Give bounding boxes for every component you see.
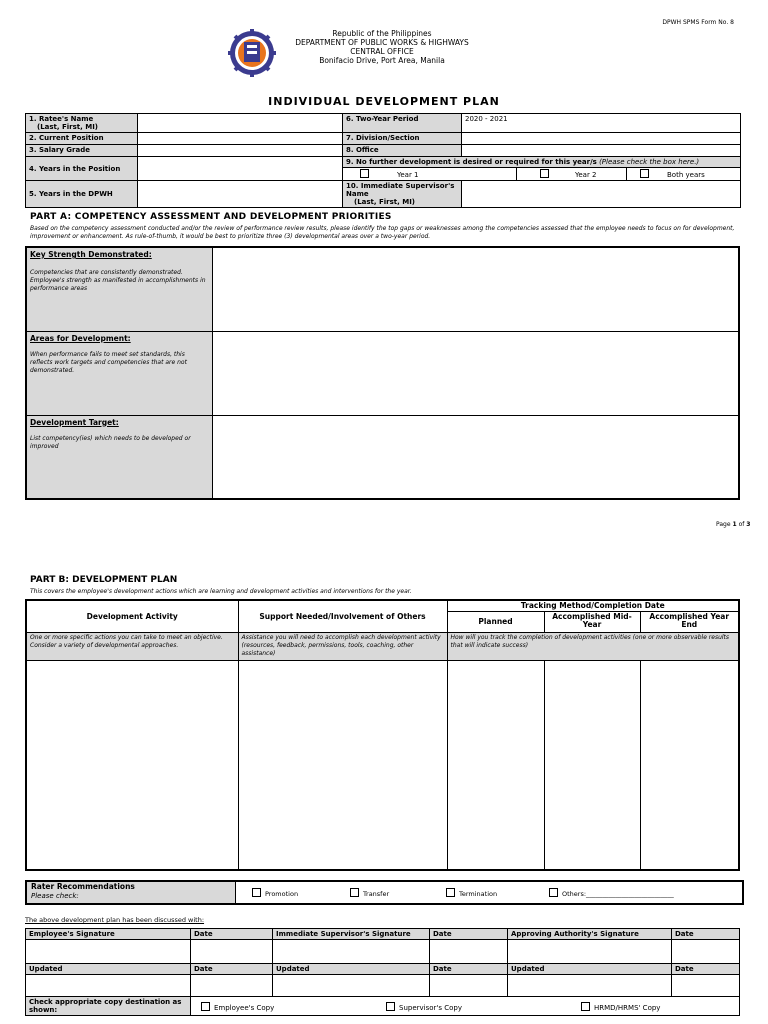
approving-updated-label: Updated	[508, 964, 672, 975]
years-position-field[interactable]	[138, 157, 343, 181]
years-dpwh-field[interactable]	[138, 181, 343, 208]
part-b-title: PART B: DEVELOPMENT PLAN	[30, 575, 178, 585]
activity-field[interactable]	[26, 661, 238, 870]
header-office: CENTRAL OFFICE	[350, 47, 414, 56]
year1-checkbox[interactable]	[360, 169, 369, 178]
supervisor-updated-label: Updated	[273, 964, 430, 975]
part-b-description: This covers the employee's development actions which are learning and development activities and interventions for the year.	[30, 588, 412, 595]
ratee-name-label: 1. Ratee's Name (Last, First, MI)	[26, 114, 138, 133]
approving-signature-field[interactable]	[508, 940, 672, 964]
salary-grade-field[interactable]	[138, 145, 343, 157]
both-years-option[interactable]: Both years	[627, 168, 741, 181]
both-years-checkbox[interactable]	[640, 169, 649, 178]
others-option[interactable]: Others:___________________________	[549, 888, 674, 898]
supervisor-date-label: Date	[430, 929, 508, 940]
part-a-description: Based on the competency assessment conducted and/or the review of performance review results, please identify the top gaps or weaknesses among the competencies assessed that the employee needs to focus on for development, improvement or enhancement. As rule-of-thumb, it would be best to prioritize three (3) developmental areas over a two-year period.	[30, 225, 735, 240]
hrmd-copy-option[interactable]: HRMD/HRMS' Copy	[581, 1002, 660, 1012]
supervisor-date-field[interactable]	[430, 940, 508, 964]
key-strength-field[interactable]	[212, 247, 739, 331]
current-position-field[interactable]	[138, 133, 343, 145]
rater-recommendations	[25, 880, 744, 905]
development-target-field[interactable]	[212, 415, 739, 499]
competency-table	[25, 246, 740, 500]
rater-label-cell: Rater Recommendations Please check:	[27, 882, 236, 903]
page-number: Page 1 of 3	[716, 521, 751, 528]
promotion-checkbox[interactable]	[252, 888, 261, 897]
approving-date-field[interactable]	[672, 940, 740, 964]
employee-copy-checkbox[interactable]	[201, 1002, 210, 1011]
supervisor-copy-option[interactable]: Supervisor's Copy	[386, 1002, 462, 1012]
header-republic: Republic of the Philippines	[332, 29, 432, 38]
supervisor-name-label: 10. Immediate Supervisor's Name (Last, First, MI)	[343, 181, 462, 208]
no-further-dev-row: 9. No further development is desired or required for this year/s (Please check the box here.)	[343, 157, 741, 168]
employee-updated-date-label: Date	[191, 964, 273, 975]
two-year-period-value[interactable]: 2020 - 2021	[462, 114, 741, 133]
hrmd-copy-checkbox[interactable]	[581, 1002, 590, 1011]
copy-destination-options	[191, 997, 740, 1016]
promotion-option[interactable]: Promotion	[252, 888, 298, 898]
tracking-description: How will you track the completion of development activities (one or more observable results that will indicate success)	[447, 633, 739, 661]
years-dpwh-label: 5. Years in the DPWH	[26, 181, 138, 208]
areas-development-field[interactable]	[212, 331, 739, 415]
supervisor-updated-date-label: Date	[430, 964, 508, 975]
approving-updated-date-label: Date	[672, 964, 740, 975]
midyear-field[interactable]	[544, 661, 640, 870]
transfer-option[interactable]: Transfer	[350, 888, 389, 898]
support-description: Assistance you will need to accomplish each development activity (resources, feedback, permissions, tools, coaching, other assistance)	[238, 633, 447, 661]
header-block	[270, 29, 494, 65]
ratee-info-table	[25, 113, 741, 208]
supervisor-updated-field[interactable]	[273, 975, 430, 997]
employee-signature-field[interactable]	[26, 940, 191, 964]
division-label: 7. Division/Section	[343, 133, 462, 145]
discussed-with-label: The above development plan has been discussed with:	[25, 916, 205, 924]
ratee-name-field[interactable]	[138, 114, 343, 133]
termination-option[interactable]: Termination	[446, 888, 497, 898]
employee-signature-label: Employee's Signature	[26, 929, 191, 940]
header-address: Bonifacio Drive, Port Area, Manila	[319, 56, 445, 65]
year2-checkbox[interactable]	[540, 169, 549, 178]
supervisor-copy-checkbox[interactable]	[386, 1002, 395, 1011]
support-field[interactable]	[238, 661, 447, 870]
supervisor-name-field[interactable]	[462, 181, 741, 208]
office-field[interactable]	[462, 145, 741, 157]
areas-development-label: Areas for Development: When performance fails to meet set standards, this reflects work targets and competencies that are not demonstrated.	[26, 331, 212, 415]
salary-grade-label: 3. Salary Grade	[26, 145, 138, 157]
approving-updated-date-field[interactable]	[672, 975, 740, 997]
copy-destination-label: Check appropriate copy destination as shown:	[26, 997, 191, 1016]
year2-option[interactable]: Year 2	[517, 168, 627, 181]
development-target-label: Development Target: List competency(ies) which needs to be developed or improved	[26, 415, 212, 499]
years-position-label: 4. Years in the Position	[26, 157, 138, 181]
employee-updated-date-field[interactable]	[191, 975, 273, 997]
development-plan-table	[25, 599, 740, 871]
col-support-needed: Support Needed/Involvement of Others	[238, 600, 447, 633]
termination-checkbox[interactable]	[446, 888, 455, 897]
header-department: DEPARTMENT OF PUBLIC WORKS & HIGHWAYS	[295, 38, 469, 47]
year1-option[interactable]: Year 1	[343, 168, 517, 181]
approving-updated-field[interactable]	[508, 975, 672, 997]
supervisor-signature-field[interactable]	[273, 940, 430, 964]
planned-field[interactable]	[447, 661, 544, 870]
activity-description: One or more specific actions you can take to meet an objective. Consider a variety of developmental approaches.	[26, 633, 238, 661]
approving-signature-label: Approving Authority's Signature	[508, 929, 672, 940]
supervisor-updated-date-field[interactable]	[430, 975, 508, 997]
employee-copy-option[interactable]: Employee's Copy	[201, 1002, 274, 1012]
col-tracking-method: Tracking Method/Completion Date	[447, 600, 739, 612]
yearend-field[interactable]	[640, 661, 739, 870]
form-number: DPWH SPMS Form No. 8	[662, 19, 734, 26]
division-field[interactable]	[462, 133, 741, 145]
employee-date-label: Date	[191, 929, 273, 940]
page-title: INDIVIDUAL DEVELOPMENT PLAN	[268, 95, 500, 108]
office-label: 8. Office	[343, 145, 462, 157]
key-strength-label: Key Strength Demonstrated: Competencies that are consistently demonstrated. Employee's strength as manifested in accomplishments in performance areas	[26, 247, 212, 331]
current-position-label: 2. Current Position	[26, 133, 138, 145]
signature-table	[25, 928, 740, 1016]
transfer-checkbox[interactable]	[350, 888, 359, 897]
col-development-activity: Development Activity	[26, 600, 238, 633]
col-accomplished-yearend: Accomplished Year End	[640, 612, 739, 633]
employee-updated-field[interactable]	[26, 975, 191, 997]
employee-updated-label: Updated	[26, 964, 191, 975]
part-a-title: PART A: COMPETENCY ASSESSMENT AND DEVELOPMENT PRIORITIES	[30, 212, 392, 222]
supervisor-signature-label: Immediate Supervisor's Signature	[273, 929, 430, 940]
others-checkbox[interactable]	[549, 888, 558, 897]
two-year-period-label: 6. Two-Year Period	[343, 114, 462, 133]
col-planned: Planned	[447, 612, 544, 633]
col-accomplished-midyear: Accomplished Mid-Year	[544, 612, 640, 633]
employee-date-field[interactable]	[191, 940, 273, 964]
approving-date-label: Date	[672, 929, 740, 940]
